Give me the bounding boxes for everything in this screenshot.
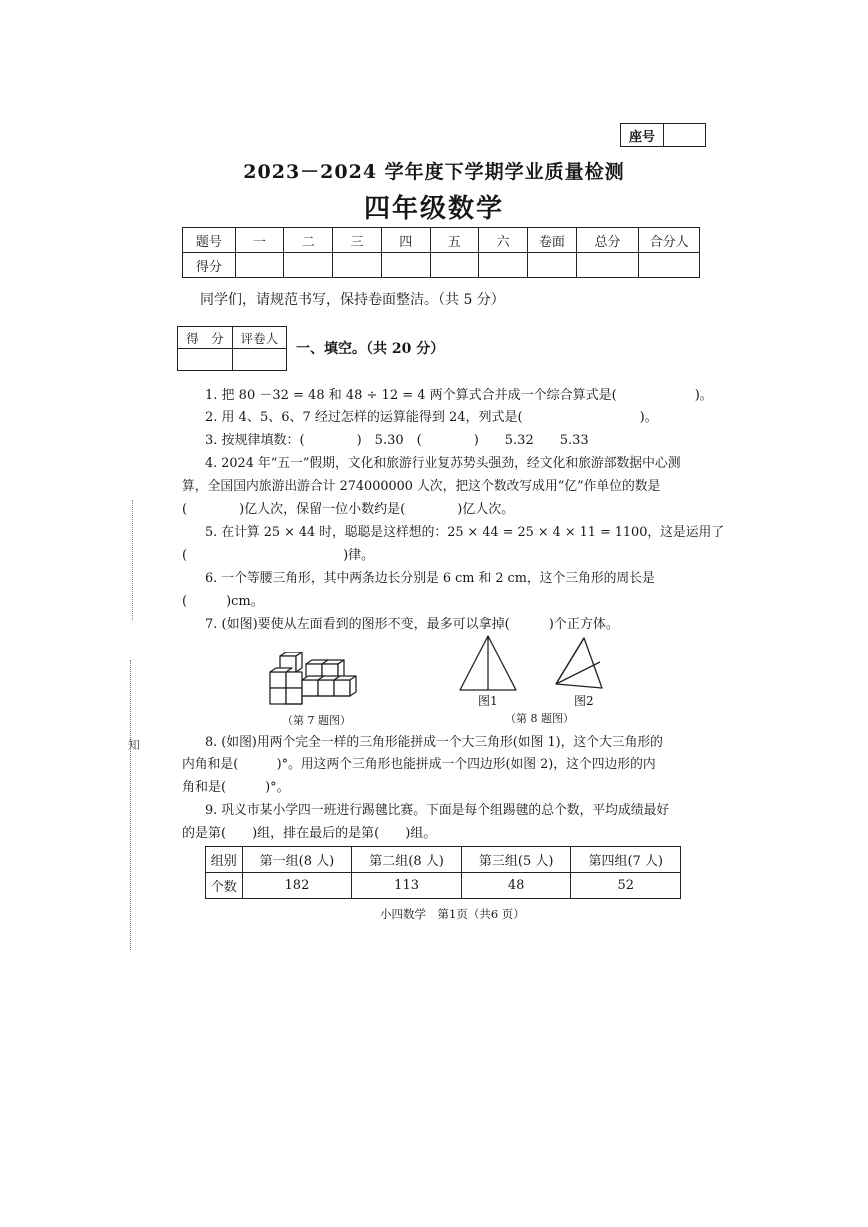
question-1: 1. 把 80 －32 = 48 和 48 ÷ 12 = 4 两个算式合并成一个综合算式是( )。 <box>205 388 713 403</box>
section-1-title: 一、填空。（共 20 分） <box>296 341 445 357</box>
q9-value-cell: 52 <box>571 873 681 899</box>
grader-score-field[interactable] <box>178 349 233 371</box>
score-header-cell: 一 <box>235 228 284 253</box>
seat-label: 座号 <box>621 124 664 146</box>
score-header-cell: 卷面 <box>528 228 577 253</box>
question-8-line-3: 角和是( )°。 <box>182 780 290 795</box>
score-header-cell: 二 <box>284 228 333 253</box>
exam-subject: 四年级数学 <box>363 194 504 224</box>
score-cell[interactable] <box>479 253 528 278</box>
question-5-line-1: 5. 在计算 25 × 44 时，聪聪是这样想的：25 × 44 = 25 × 4 × 11 = 1100，这是运用了 <box>205 525 725 540</box>
question-6-line-2: ( )cm。 <box>182 594 264 609</box>
score-header-cell: 四 <box>381 228 430 253</box>
q9-value-cell: 113 <box>352 873 462 899</box>
score-cell[interactable] <box>430 253 479 278</box>
shuttlecock-table <box>205 846 681 899</box>
question-8-line-2: 内角和是( )°。用这两个三角形也能拼成一个四边形(如图 2)，这个四边形的内 <box>182 757 656 772</box>
q9-value-cell: 48 <box>461 873 571 899</box>
page-footer: 小四数学 第1页（共6 页） <box>380 907 525 921</box>
score-cell[interactable] <box>235 253 284 278</box>
figure-7-cubes <box>266 652 358 712</box>
figure-8-triangles <box>452 634 612 694</box>
figure-8-caption: （第 8 题图） <box>505 712 574 725</box>
margin-char: 知 <box>128 738 141 752</box>
score-cell[interactable] <box>333 253 382 278</box>
figure-8-label-1: 图1 <box>478 694 498 708</box>
q9-value-cell: 182 <box>242 873 352 899</box>
score-cell[interactable] <box>284 253 333 278</box>
question-6-line-1: 6. 一个等腰三角形，其中两条边长分别是 6 cm 和 2 cm，这个三角形的周长是 <box>205 571 655 586</box>
grader-score-label: 得 分 <box>178 327 233 349</box>
q9-header-cell: 第四组(7 人) <box>571 847 681 873</box>
q9-header-cell: 组别 <box>206 847 243 873</box>
question-7: 7. (如图)要使从左面看到的图形不变，最多可以拿掉( )个正方体。 <box>205 617 619 632</box>
grader-table <box>177 326 287 371</box>
neatness-note: 同学们，请规范书写，保持卷面整洁。（共 5 分） <box>200 292 505 308</box>
question-4-line-2: 算，全国国内旅游出游合计 274000000 人次，把这个数改写成用“亿”作单位的数是 <box>182 479 661 494</box>
score-header-cell: 总分 <box>576 228 639 253</box>
score-header-cell: 三 <box>333 228 382 253</box>
figure-8-label-2: 图2 <box>574 694 594 708</box>
score-cell[interactable] <box>576 253 639 278</box>
score-header-cell: 六 <box>479 228 528 253</box>
question-2: 2. 用 4、5、6、7 经过怎样的运算能得到 24，列式是( )。 <box>205 410 658 425</box>
score-header-cell: 题号 <box>183 228 236 253</box>
question-9-line-1: 9. 巩义市某小学四一班进行踢毽比赛。下面是每个组踢毽的总个数，平均成绩最好 <box>205 803 670 818</box>
q9-header-cell: 第二组(8 人) <box>352 847 462 873</box>
score-table <box>182 227 700 278</box>
score-cell[interactable] <box>528 253 577 278</box>
seat-number-box <box>620 123 706 147</box>
question-9-line-2: 的是第( )组，排在最后的是第( )组。 <box>182 826 437 841</box>
binding-line-upper <box>132 500 133 620</box>
score-header-cell: 五 <box>430 228 479 253</box>
figure-7-caption: （第 7 题图） <box>282 714 351 727</box>
question-8-line-1: 8. (如图)用两个完全一样的三角形能拼成一个大三角形(如图 1)，这个大三角形的 <box>205 735 663 750</box>
binding-line-lower <box>130 660 131 950</box>
q9-row-label: 个数 <box>206 873 243 899</box>
seat-number-field[interactable] <box>664 124 705 146</box>
exam-title: 2023－2024 学年度下学期学业质量检测 <box>243 161 625 183</box>
grader-name-field[interactable] <box>232 349 286 371</box>
question-4-line-3: ( )亿人次，保留一位小数约是( )亿人次。 <box>182 502 515 517</box>
question-3: 3. 按规律填数：( ) 5.30 ( ) 5.32 5.33 <box>205 433 589 448</box>
grader-name-label: 评卷人 <box>232 327 286 349</box>
q9-header-cell: 第一组(8 人) <box>242 847 352 873</box>
score-cell[interactable] <box>381 253 430 278</box>
score-header-cell: 合分人 <box>639 228 700 253</box>
q9-header-cell: 第三组(5 人) <box>461 847 571 873</box>
score-row-label: 得分 <box>183 253 236 278</box>
score-cell[interactable] <box>639 253 700 278</box>
question-4-line-1: 4. 2024 年“五一”假期，文化和旅游行业复苏势头强劲，经文化和旅游部数据中心测 <box>205 456 681 471</box>
question-5-line-2: ( )律。 <box>182 548 375 563</box>
